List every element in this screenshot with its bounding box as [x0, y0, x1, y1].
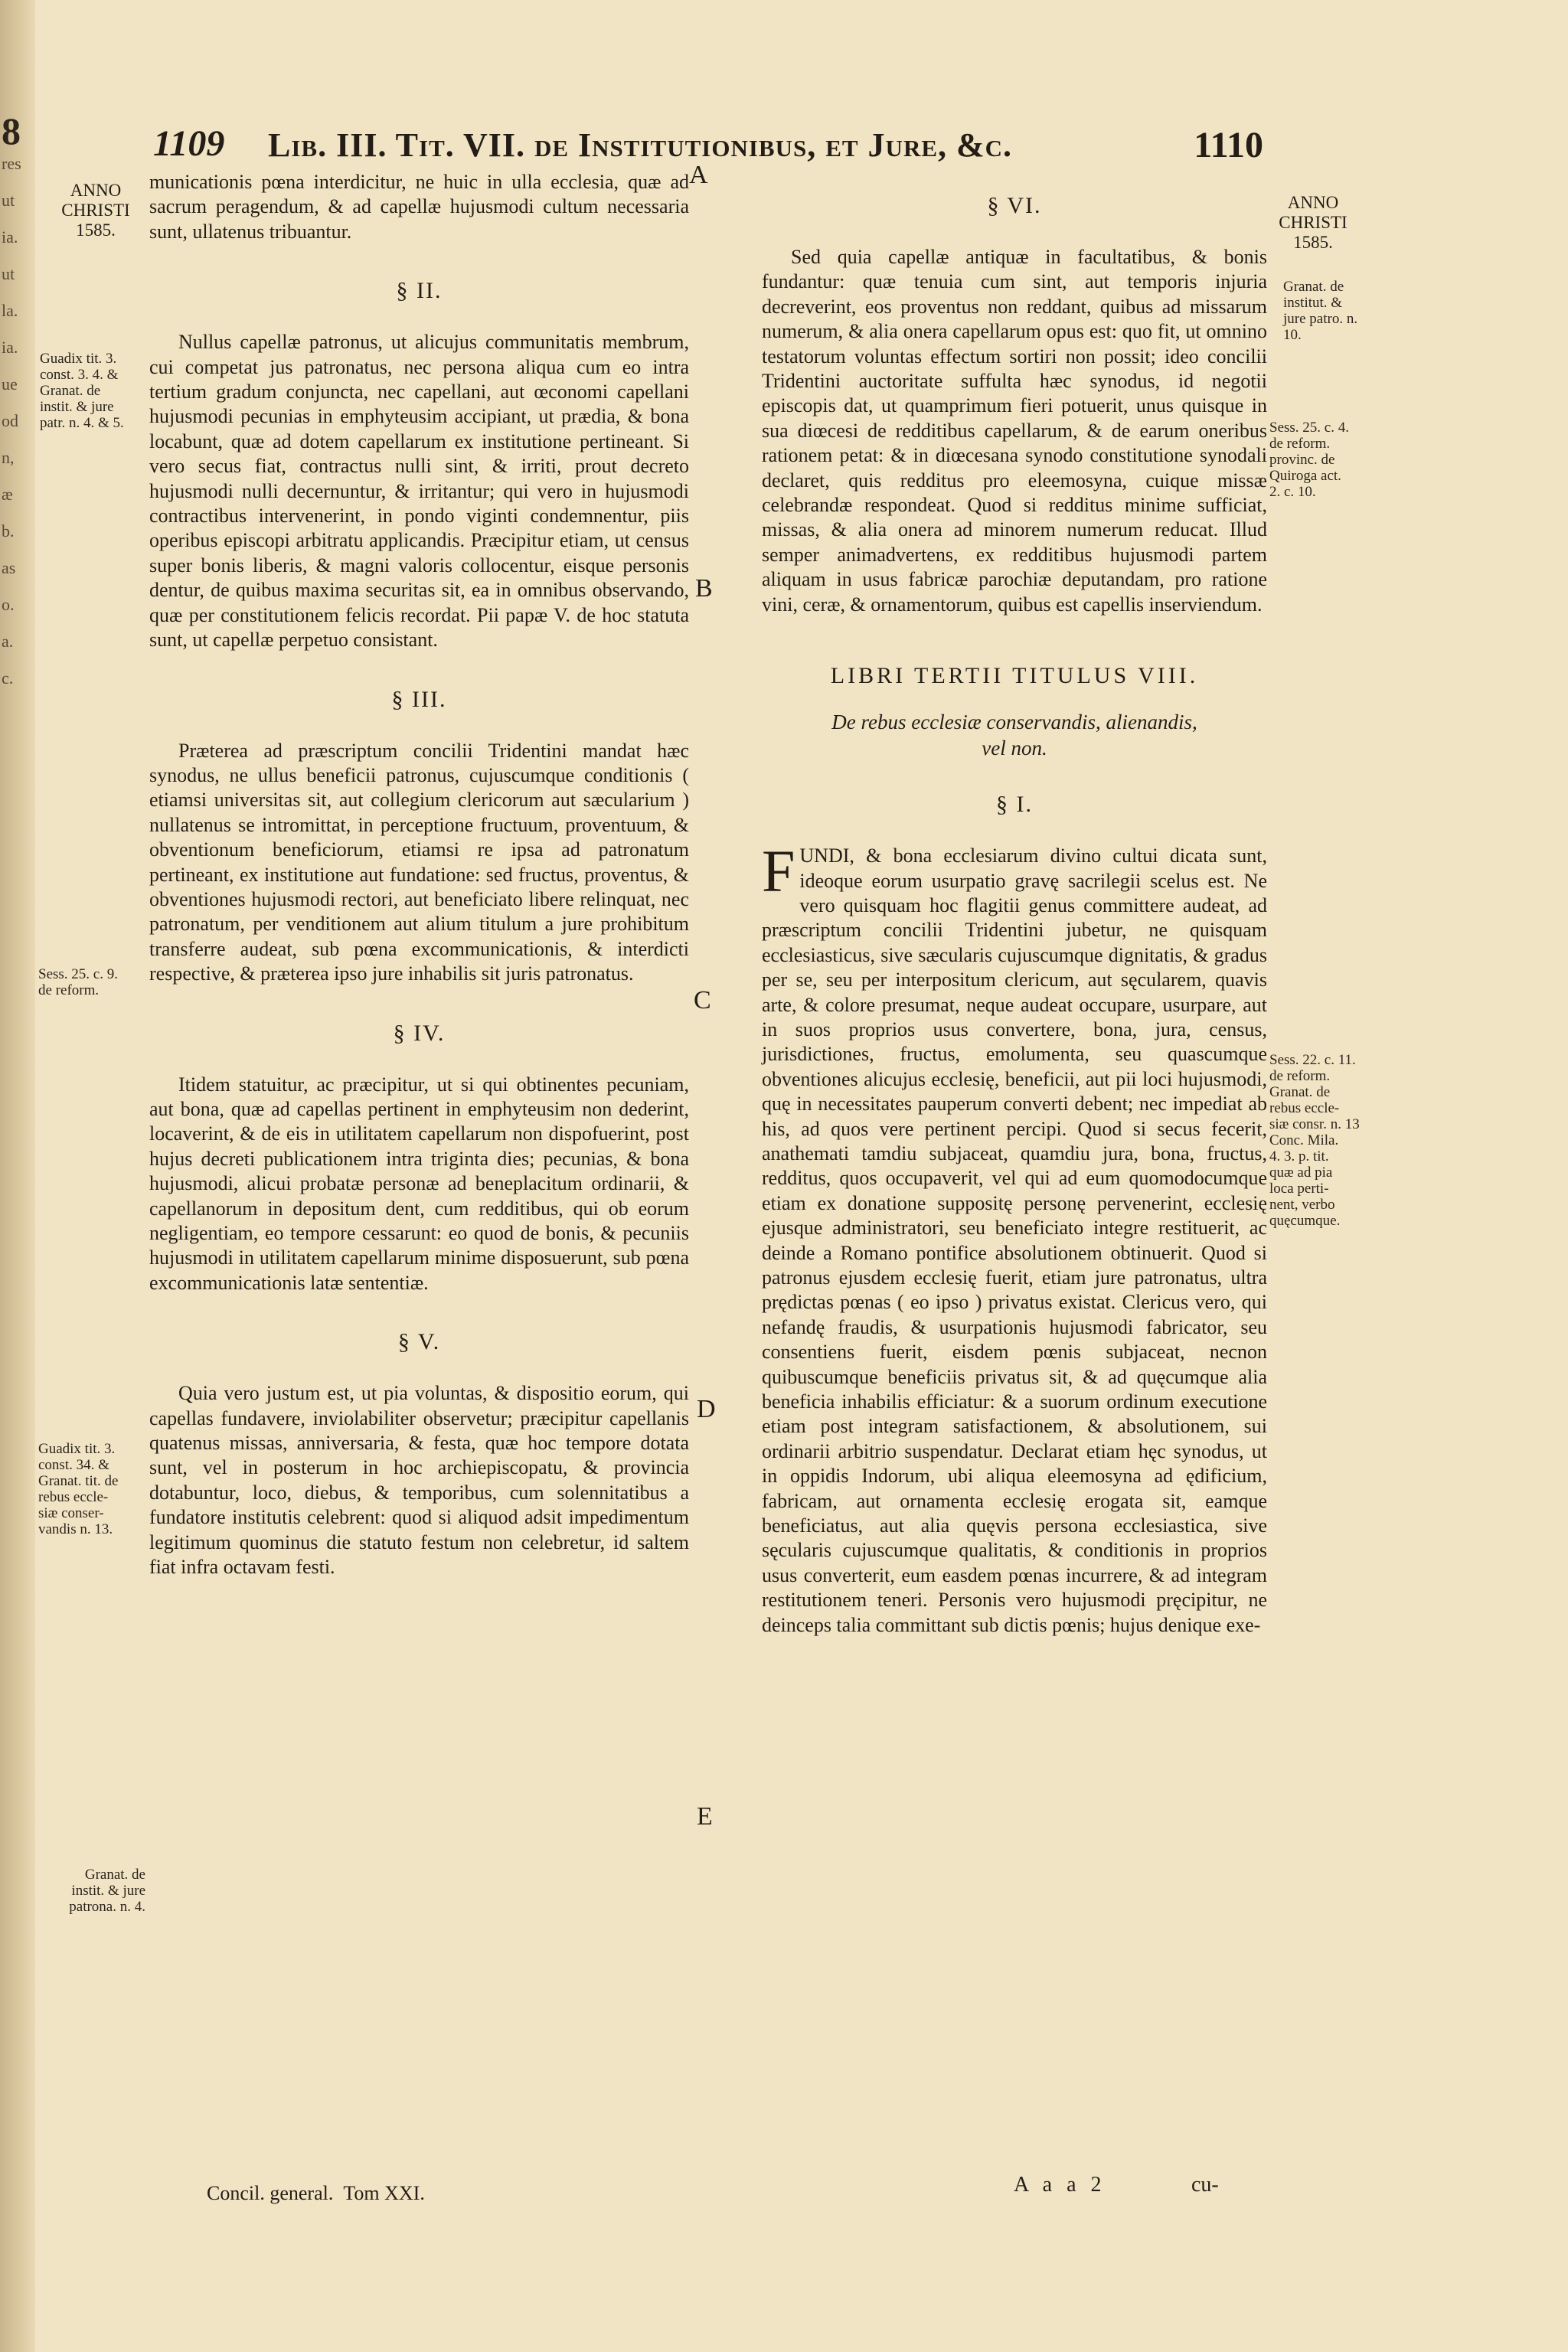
anno-christi-right: [1263, 193, 1363, 253]
margin-note-line: Quiroga act.: [1269, 468, 1341, 484]
margin-note-line: de reform.: [38, 982, 100, 998]
gutter-fragment: ue: [2, 374, 18, 394]
margin-note-line: 4. 3. p. tit.: [1269, 1148, 1329, 1165]
anno-line: CHRISTI: [61, 201, 130, 220]
right-column: [762, 185, 1267, 1638]
running-head: Lib. III. Tit. VII. de Institutionibus, et Jure, &c.: [268, 126, 1013, 164]
left-column: [149, 170, 689, 1579]
margin-note-line: const. 3. 4. &: [40, 367, 119, 383]
margin-note: [61, 1867, 145, 1915]
margin-note-line: rebus eccle-: [38, 1489, 109, 1505]
margin-note-line: institut. &: [1283, 295, 1343, 311]
margin-note-line: 10.: [1283, 327, 1302, 343]
gutter-fragment: od: [2, 411, 18, 430]
gutter-fragment: n,: [2, 448, 15, 467]
margin-note: [40, 351, 149, 431]
section-6-paragraph: Sed quia capellæ antiquæ in facultatibus, & bonis fundantur: quæ tenuia cum sint, aut temporis injuria decreverint, eos proventus non reddant, quibus ad missarum numerum, & alia onera capellarum opus est: quo fit, ut omnino testatorum voluntas effectum sortiri non possit; ideo concilii Tridentini auctoritate suffulta hæc synodus, id negotii episcopis dat, ut quamprimum fieri potuerit, unus quisque in sua diœcesi de redditibus capellarum, & de earum oneribus rationem petat: & in diœcesana synodo constitutione synodali declaret, quis redditus pro eleemosyna, cuique missæ celebrandæ respondeat. Quod si redditus minime sufficiat, missas, & alia onera ad minorem numerum reducat. Illud semper animadvertens, ex redditibus hujusmodi partem aliquam in usus fabricæ parochiæ deputandam, pro ratione vini, ceræ, & ornamentorum, quibus est capellis inserviendum.: [762, 246, 1267, 616]
margin-note-line: Sess. 25. c. 4.: [1269, 420, 1349, 436]
section-2-paragraph: Nullus capellæ patronus, ut alicujus communitatis membrum, cui competat jus patronatus, nec persona aliqua cum eo intra tertium gradum conjuncta, nec capellani, aut œconomi capellani hujusmodi pecunias in emphyteusim accipiant, ut prædia, & bona locabunt, quæ ad dotem capellarum ex institutione pertineant. Si vero secus fiat, contractus nulli sint, & irriti, prout decreto hujusmodi nulli decernuntur, & irritantur; qui vero in hujusmodi contractibus intervenerint, in pondo viginti condemnentur, piis operibus episcopi arbitratu applicandis. Præcipitur etiam, ut census super bonis liberis, & magni valoris collocentur, eisque personis dentur, de quibus maxima securitas sit, ea in omnibus observando, quæ per constitutionem felicis recordat. Pii papæ V. de hoc statuta sunt, ut capellæ perpetuo consistant.: [149, 331, 689, 652]
drop-cap: F: [762, 838, 795, 905]
gutter-fragment: ut: [2, 191, 15, 210]
section-1-paragraph: [762, 838, 1267, 1638]
margin-note-line: siæ conser-: [38, 1505, 104, 1521]
section-heading: § II.: [396, 278, 443, 304]
margin-note: [1269, 1052, 1384, 1229]
edge-page-number: 8: [2, 109, 21, 152]
margin-note: [1269, 420, 1384, 500]
margin-note: [1283, 279, 1390, 343]
gutter-fragment: la.: [2, 301, 18, 320]
gutter-fragment: a.: [2, 632, 14, 651]
anno-line: ANNO: [1287, 193, 1339, 212]
margin-note-line: 2. c. 10.: [1269, 484, 1316, 500]
margin-note-line: vandis n. 13.: [38, 1521, 113, 1537]
gutter-fragment: o.: [2, 595, 15, 614]
margin-note-line: instit. & jure: [40, 399, 114, 415]
gutter-fragment: ut: [2, 264, 15, 283]
margin-note-line: Granat. tit. de: [38, 1473, 119, 1489]
previous-page-edge: [0, 0, 35, 2352]
margin-note-line: const. 34. &: [38, 1457, 109, 1473]
anno-christi-left: [46, 181, 145, 240]
margin-note: [38, 966, 145, 998]
section-heading: § III.: [391, 686, 447, 712]
margin-note-line: loca perti-: [1269, 1181, 1329, 1197]
margin-note-line: rebus eccle-: [1269, 1100, 1340, 1116]
gutter-fragment: c.: [2, 668, 14, 688]
subtitle-line: vel non.: [982, 737, 1047, 760]
margin-note-line: jure patro. n.: [1283, 311, 1358, 327]
subtitle-line: De rebus ecclesiæ conservandis, alienandis,: [831, 710, 1197, 734]
margin-note-line: provinc. de: [1269, 452, 1335, 468]
margin-note-line: quęcumque.: [1269, 1213, 1341, 1229]
anno-line: CHRISTI: [1279, 213, 1348, 232]
anno-line: ANNO: [70, 181, 122, 200]
section-heading: § IV.: [393, 1020, 446, 1046]
section-letter-b: B: [695, 574, 713, 603]
footer-volume: [207, 2182, 425, 2205]
margin-note-line: siæ consr. n. 13: [1269, 1116, 1360, 1132]
margin-note-line: Sess. 25. c. 9.: [38, 966, 118, 982]
signature-mark: A a a 2: [1014, 2173, 1106, 2197]
intro-paragraph: municationis pœna interdicitur, ne huic in ulla ecclesia, quæ ad sacrum peragendum, & ad capellæ hujusmodi cultum necessaria sunt, ullatenus tribuantur.: [149, 171, 689, 243]
gutter-text-fragments: [2, 145, 32, 697]
margin-note-line: Granat. de: [1269, 1084, 1331, 1100]
section-heading: § I.: [996, 792, 1033, 818]
margin-note-line: Guadix tit. 3.: [40, 351, 117, 367]
title-heading: LIBRI TERTII TITULUS VIII.: [830, 663, 1199, 689]
margin-note-line: de reform.: [1269, 1068, 1331, 1084]
margin-note-line: nent, verbo: [1269, 1197, 1335, 1213]
margin-note-line: Sess. 22. c. 11.: [1269, 1052, 1356, 1068]
gutter-fragment: ia.: [2, 338, 18, 357]
gutter-fragment: res: [2, 154, 21, 173]
margin-note-line: Granat. de: [40, 383, 101, 399]
gutter-fragment: æ: [2, 485, 13, 504]
footer-volume-number: Tom XXI.: [343, 2182, 425, 2204]
margin-note-line: Guadix tit. 3.: [38, 1441, 116, 1457]
catchword: cu-: [1191, 2173, 1219, 2197]
gutter-fragment: ia.: [2, 227, 18, 247]
gutter-fragment: as: [2, 558, 16, 577]
gutter-fragment: b.: [2, 521, 15, 541]
margin-note-line: Granat. de: [1283, 279, 1344, 295]
margin-note-line: Conc. Mila.: [1269, 1132, 1339, 1148]
section-letter-c: C: [694, 986, 711, 1014]
anno-year: 1585.: [1293, 233, 1333, 252]
section-letter-a: A: [689, 161, 708, 189]
margin-note-line: patr. n. 4. & 5.: [40, 415, 124, 431]
section-3-paragraph: Præterea ad præscriptum concilii Tridentini mandat hæc synodus, ne ullus beneficii patronus, cujuscumque conditionis ( etiamsi universitas sit, aut collegium clericorum aut sæcularium ) nullatenus se intromittat, in perceptione fructuum, proventuum, & obventionum beneficiorum, etiamsi re ipsa ad patronatum pertineant, ex institutione aut fundatione: sed fructus, proventus, & obventiones hujusmodi rectori, aut beneficiato libere relinquat, nec patronatum, per venditionem aut alium titulum a jure prohibitum transferre audeat, sub pœna excommunicationis, & interdicti respective, & præterea ipso jure inhabilis sit juris patronatus.: [149, 739, 689, 985]
margin-note-line: quæ ad pia: [1269, 1165, 1333, 1181]
margin-note-line: Granat. de: [84, 1867, 145, 1883]
section-heading: § VI.: [987, 193, 1042, 218]
footer-label: Concil. general.: [207, 2182, 334, 2204]
section-heading: § V.: [397, 1329, 441, 1355]
section-letter-d: D: [697, 1395, 716, 1423]
page-number-right: 1110: [1194, 125, 1263, 165]
margin-note-line: patrona. n. 4.: [69, 1899, 145, 1915]
margin-note-line: de reform.: [1269, 436, 1331, 452]
section-5-paragraph: Quia vero justum est, ut pia voluntas, & dispositio eorum, qui capellas fundavere, inviolabiliter observetur; præcipitur capellanis quatenus missas, anniversaria, & festa, quæ hoc tempore dotata sunt, vel in posterum in hoc archiepiscopatu, & provincia dotabuntur, loco, diebus, & temporibus, cum solennitatibus a fundatore institutis celebrent: quod si aliquod adsit impedimentum legitimum quominus die statuto festum non celebretur, id saltem fiat infra octavam festi.: [149, 1382, 689, 1579]
section-1-text: UNDI, & bona ecclesiarum divino cultui dicata sunt, ideoque eorum usurpatio gravę sacrilegii scelus est. Ne vero quisquam hoc flagitii genus committere audeat, ad præscriptum concilii Tridentini jubetur, ne quisquam ecclesiasticus, sive sæcularis cujuscumque dignitatis, & gradus per se, seu per interpositum clericum, aut sęcularem, quavis arte, & colore presumat, neque audeat occupare, usurpare, aut in suos proprios usus convertere, bona, jura, census, jurisdictiones, fructus, emolumenta, seu quascumque obventiones alicujus ecclesię, beneficii, aut pii loci hujusmodi, quę in necessitates pauperum converti debent; nec impediat ab his, ad quos vere pertinent percipi. Quod si secus fecerit, anathemati tamdiu subjaceat, quamdiu jura, bona, fructus, redditus, quos occupaverit, vel qui ad eum quomodocumque etiam ex donatione suppositę personę pervenerint, ecclesię ejusque administratori, seu beneficiato integre restituerit, ac deinde a Romano pontifice absolutionem obtinuerit. Quod si patronus ejusdem ecclesię fuerit, etiam jure patronatus, ultra prędictas pœnas ( eo ipso ) privatus existat. Clericus vero, qui nefandę fraudis, & usurpationis hujusmodi fabricator, seu consentiens fuerit, eisdem pœnis subjaceat, necnon quibuscumque beneficiis privatus sit, & ad quęcumque alia beneficia inhabilis efficiatur: & a suorum ordinum executione etiam post integram satisfactionem, & absolutionem, sui ordinarii arbitrio suspendatur. Declarat etiam hęc synodus, ut in oppidis Indorum, ubi aliqua eleemosyna ad ędificium, fabricam, aut ornamenta ecclesię erogata sit, eamque beneficiatus, aut alia quęvis persona ecclesiastica, sive sęcularis cujuscumque qualitatis, & conditionis in proprios usus converterit, eum easdem pœnas incurrere, & ad integram restitutionem teneri. Personis vero hujusmodi pręcipitur, ne deinceps talia committant sub dictis pœnis; hujus denique exe-: [762, 844, 1267, 1636]
anno-year: 1585.: [76, 220, 116, 240]
section-4-paragraph: Itidem statuitur, ac præcipitur, ut si qui obtinentes pecuniam, aut bona, quæ ad capellas pertinent in emphyteusim non dederint, locaverint, & de eis in utilitatem capellarum non dispofuerint, post hujus decreti publicationem intra triginta dies; pecunias, & bona hujusmodi, alicui probatæ personæ ad beneplacitum ordinarii, & capellanorum in depositum dent, cum redditibus, qui ob eorum negligentiam, eo tempore cessarunt: eo quod de bonis, & pecuniis hujusmodi in utilitatem capellarum minime disposuerunt, sub pœna excommunicationis latæ sententiæ.: [149, 1073, 689, 1294]
section-letter-e: E: [697, 1802, 713, 1831]
margin-note: [38, 1441, 147, 1537]
page-number-left: 1109: [153, 123, 225, 164]
title-subtitle: [762, 709, 1267, 761]
margin-note-line: instit. & jure: [71, 1883, 145, 1899]
